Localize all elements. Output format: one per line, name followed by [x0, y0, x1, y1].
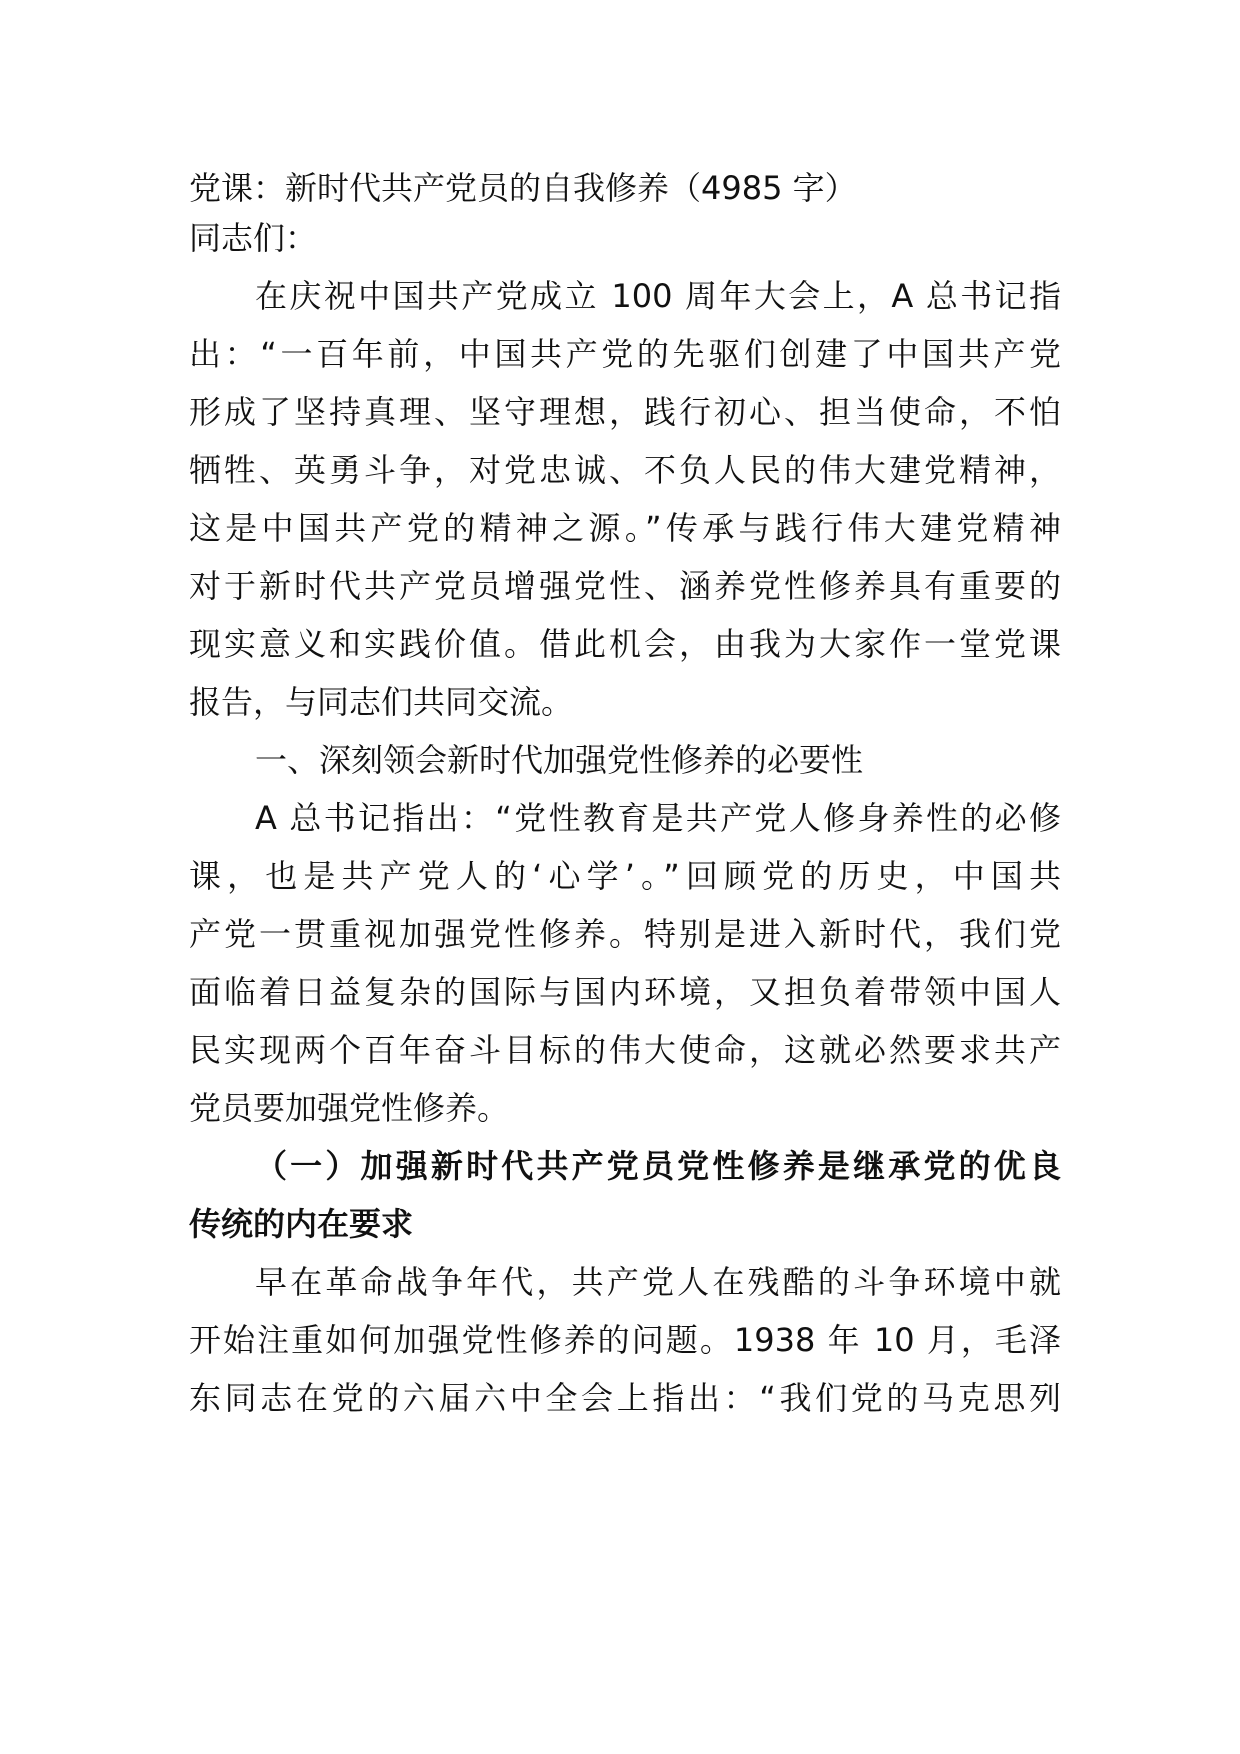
paragraph-line: 现实意义和实践价值。借此机会，由我为大家作一堂党课	[189, 625, 1061, 663]
paragraph-line: 东同志在党的六届六中全会上指出：“我们党的马克思列	[189, 1379, 1061, 1417]
paragraph-line: 牺牲、英勇斗争，对党忠诚、不负人民的伟大建党精神，	[189, 451, 1061, 489]
paragraph-line: 出：“一百年前，中国共产党的先驱们创建了中国共产党	[189, 335, 1061, 373]
paragraph-line: 面临着日益复杂的国际与国内环境，又担负着带领中国人	[189, 973, 1061, 1011]
paragraph-line: 产党一贯重视加强党性修养。特别是进入新时代，我们党	[189, 915, 1061, 953]
paragraph-line: 对于新时代共产党员增强党性、涵养党性修养具有重要的	[189, 567, 1061, 605]
paragraph-line: 在庆祝中国共产党成立 100 周年大会上，A 总书记指	[255, 277, 1061, 315]
paragraph-line: 报告，与同志们共同交流。	[189, 683, 574, 721]
salutation: 同志们：	[189, 219, 318, 257]
paragraph-line: 这是中国共产党的精神之源。”传承与践行伟大建党精神	[189, 509, 1061, 547]
paragraph-line: 开始注重如何加强党性修养的问题。1938 年 10 月，毛泽	[189, 1321, 1061, 1359]
paragraph-line: 民实现两个百年奋斗目标的伟大使命，这就必然要求共产	[189, 1031, 1061, 1069]
subheading: 传统的内在要求	[189, 1205, 414, 1243]
paragraph-line: A 总书记指出：“党性教育是共产党人修身养性的必修	[255, 799, 1061, 837]
document-title: 党课：新时代共产党员的自我修养（4985 字）	[189, 169, 857, 207]
paragraph-line: 早在革命战争年代，共产党人在残酷的斗争环境中就	[255, 1263, 1061, 1301]
paragraph-line: 形成了坚持真理、坚守理想，践行初心、担当使命，不怕	[189, 393, 1061, 431]
paragraph-line: 党员要加强党性修养。	[189, 1089, 510, 1127]
paragraph-line: 课，也是共产党人的‘心学’。”回顾党的历史，中国共	[189, 857, 1061, 895]
section-heading: 一、深刻领会新时代加强党性修养的必要性	[255, 741, 864, 779]
subheading: （一）加强新时代共产党员党性修养是继承党的优良	[255, 1147, 1061, 1185]
